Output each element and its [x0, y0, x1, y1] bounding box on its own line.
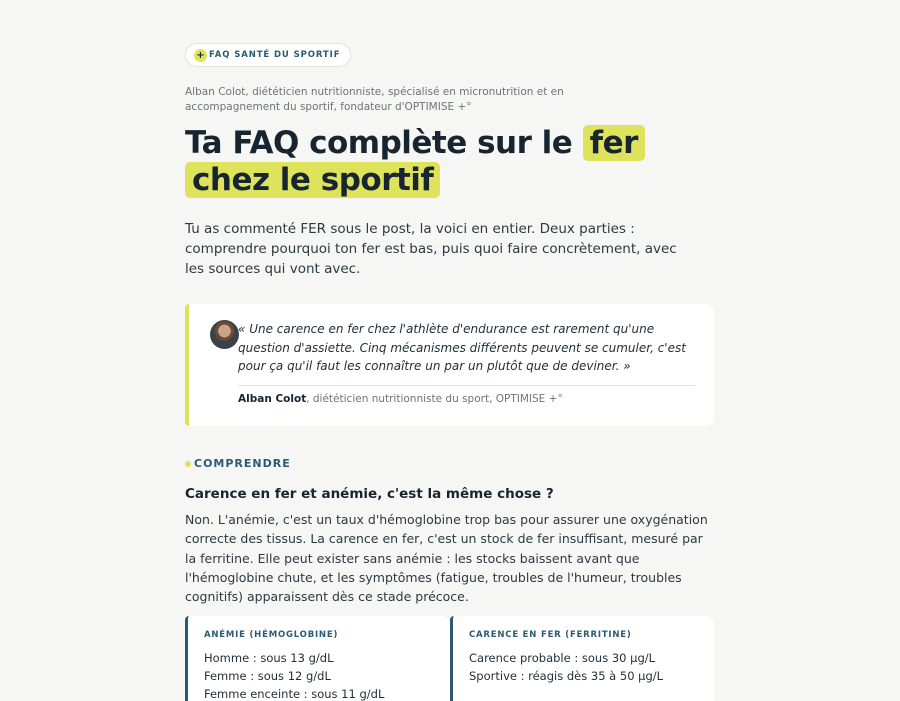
title-highlight: fer chez le sportif: [185, 125, 645, 198]
quote-author-role: , diététicien nutritionniste du sport, OPTIMISE +°: [306, 393, 563, 405]
anemia-card: [185, 616, 450, 701]
quote-divider: [238, 385, 695, 386]
quote-author: [238, 393, 563, 405]
faq-badge: [185, 43, 351, 67]
faq-answer: Non. L'anémie, c'est un taux d'hémoglobine trop bas pour assurer une oxygénation correcte des tissus. La carence en fer, c'est un stock de fer insuffisant, mesuré par la ferritine. Elle peut exister sans anémie : les stocks baissent avant que l'hémoglobine chute, et les symptômes (fatigue, troubles de l'humeur, troubles cognitifs) apparaissent dès ce stade précoce.: [185, 512, 708, 605]
avatar: [210, 320, 239, 349]
section-label-text: COMPRENDRE: [194, 457, 291, 470]
card-line: Carence probable : sous 30 µg/L: [469, 651, 656, 665]
faq-question: Carence en fer et anémie, c'est la même chose ?: [185, 486, 554, 502]
badge-label: FAQ SANTÉ DU SPORTIF: [209, 50, 341, 60]
card-title: CARENCE EN FER (FERRITINE): [469, 630, 632, 640]
quote-text: « Une carence en fer chez l'athlète d'endurance est rarement qu'une question d'assiette. Cinq mécanismes différents peuvent se cumuler, c'est pour ça qu'il faut les connaître un par un plutôt que de deviner. »: [238, 322, 686, 373]
plus-icon: +: [194, 49, 207, 62]
card-line: Sportive : réagis dès 35 à 50 µg/L: [469, 669, 664, 683]
quote-author-name: Alban Colot: [238, 393, 307, 405]
title-text: Ta FAQ complète sur le: [185, 125, 583, 161]
page-title: [185, 125, 725, 199]
section-dot-icon: [185, 461, 191, 467]
section-label: [185, 457, 291, 470]
card-line: Homme : sous 13 g/dL: [204, 651, 334, 665]
author-line: Alban Colot, diététicien nutritionniste, spécialisé en micronutrition et en accompagnement du sportif, fondateur d'OPTIMISE +°: [185, 86, 564, 113]
card-line: Femme : sous 12 g/dL: [204, 669, 331, 683]
quote-card: [185, 304, 714, 426]
iron-deficiency-card: [450, 616, 714, 701]
card-line: Femme enceinte : sous 11 g/dL: [204, 687, 385, 701]
card-title: ANÉMIE (HÉMOGLOBINE): [204, 630, 339, 640]
intro-paragraph: Tu as commenté FER sous le post, la voici en entier. Deux parties : comprendre pourquoi ton fer est bas, puis quoi faire concrètement, avec les sources qui vont avec.: [185, 221, 677, 277]
